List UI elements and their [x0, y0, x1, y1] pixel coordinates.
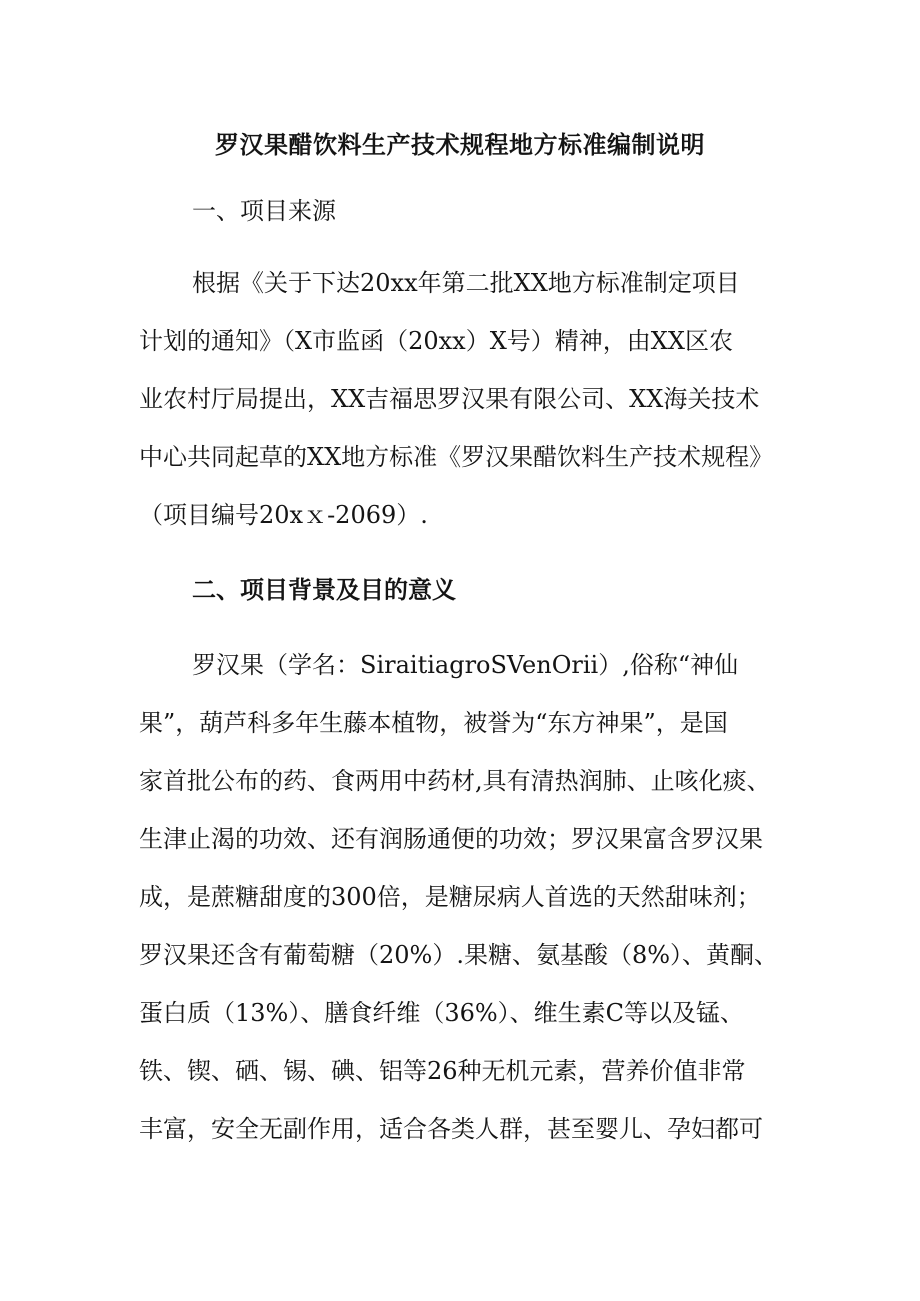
text-line: 根据《关于下达20xx年第二批XX地方标准制定项目 — [192, 269, 740, 297]
text-line: 家首批公布的药、食两用中药材,具有清热润肺、止咳化痰、 — [139, 767, 771, 795]
section-heading-project-source: 一、项目来源 — [192, 197, 336, 225]
text-line: 成，是蔗糖甜度的300倍，是糖尿病人首选的天然甜味剂； — [139, 883, 761, 911]
document-title: 罗汉果醋饮料生产技术规程地方标准编制说明 — [215, 130, 705, 159]
text-line: 罗汉果还含有葡萄糖（20%）.果糖、氨基酸（8%）、黄酮、 — [139, 941, 779, 969]
text-line: 果”，葫芦科多年生藤本植物，被誉为“东方神果”，是国 — [139, 709, 728, 737]
paragraph-background — [139, 636, 789, 1158]
text-line: 丰富，安全无副作用，适合各类人群，甚至婴儿、孕妇都可 — [139, 1115, 763, 1143]
text-line: 铁、锲、硒、锡、碘、铝等26种无机元素，营养价值非常 — [139, 1057, 746, 1085]
text-line: 业农村厅局提出，XX吉福思罗汉果有限公司、XX海关技术 — [139, 385, 760, 413]
section-heading-background: 二、项目背景及目的意义 — [192, 575, 456, 604]
text-line: 计划的通知》（X市监函（20xx）X号）精神，由XX区农 — [139, 327, 733, 355]
text-line: （项目编号20xｘ-2069）. — [139, 501, 428, 529]
text-line: 中心共同起草的XX地方标准《罗汉果醋饮料生产技术规程》 — [139, 443, 774, 471]
text-line: 罗汉果（学名：SiraitiagroSVenOrii）,俗称“神仙 — [192, 651, 739, 679]
text-line: 生津止渴的功效、还有润肠通便的功效；罗汉果富含罗汉果 — [139, 825, 763, 853]
text-line: 蛋白质（13%）、膳食纤维（36%）、维生素C等以及锰、 — [139, 999, 745, 1027]
paragraph-project-source — [139, 254, 789, 544]
